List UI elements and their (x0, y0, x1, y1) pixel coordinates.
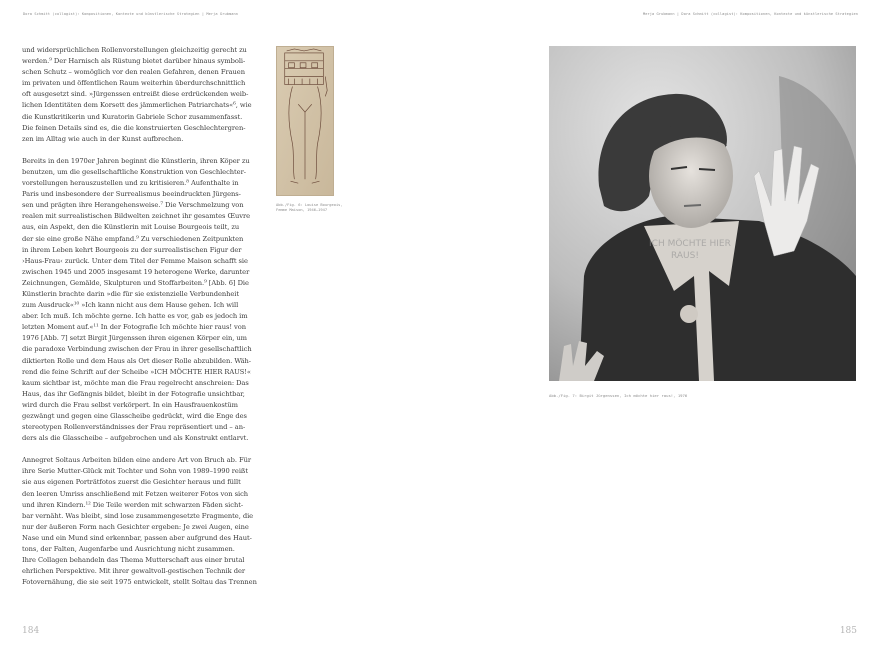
text-line: letzten Moment auf.«¹¹ In der Fotografie Ich möchte hier raus! von (22, 323, 247, 332)
text-line: zum Ausdruck«¹⁰ »Ich kann nicht aus dem Hause gehen. Ich will (22, 301, 239, 310)
text-line: ders als die Glasscheibe – aufgebrochen und als Konstrukt entlarvt. (22, 434, 249, 443)
text-line: Fotovernähung, die sie seit 1975 entwickelt, stellt Soltau das Trennen (22, 578, 257, 587)
text-line: rend die feine Schrift auf der Scheibe »ICH MÖCHTE HIER RAUS!« (22, 367, 251, 376)
text-line: Die feinen Details sind es, die die konstruierten Geschlechtergren- (22, 123, 246, 132)
text-line: im privaten und öffentlichen Raum weiterhin überdurchschnittlich (22, 79, 246, 88)
text-line: sen und prägten ihre Herangehensweise.⁷ Die Verschmelzung von (22, 201, 244, 210)
text-line: und widersprüchlichen Rollenvorstellungen gleichzeitig gerecht zu (22, 46, 247, 54)
text-line: schen Schutz – womöglich vor den realen Gefahren, denen Frauen (22, 68, 245, 77)
glass-text-line-1: ICH MÖCHTE HIER (649, 239, 731, 249)
photograph-icon (549, 46, 856, 381)
text-line: wird durch die Frau selbst verkörpert. In ein Hausfrauenkostüm (22, 400, 238, 409)
text-line: aber. Ich muß. Ich möchte gerne. Ich hatte es vor, gab es jedoch im (22, 312, 248, 321)
text-line: zen im Alltag wie auch in der Kunst aufbrechen. (22, 134, 184, 143)
text-line: in ihrem Leben kehrt Bourgeois zu der surrealistischen Figur der (22, 245, 242, 254)
text-line: stereotypen Rollenverständnisses der Frau repräsentiert und – an- (22, 423, 246, 432)
text-line: zwischen 1945 und 2005 insgesamt 19 heterogene Werke, darunter (22, 267, 250, 276)
text-line: und ihren Kindern.¹² Die Teile werden mit schwarzen Fäden sicht- (22, 500, 244, 509)
figure-6-caption-line-1: Abb./Fig. 6: Louise Bourgeois, (276, 203, 343, 207)
text-line: Bereits in den 1970er Jahren beginnt die Künstlerin, ihren Köper zu (22, 156, 250, 165)
running-head-left: Dora Schmitt (collagist): Kompositionen, Kontexte und künstlerische Strategien | Merja Grubmann (23, 12, 239, 16)
text-line: oft ausgesetzt sind. »Jürgenssen entreißt diese erdrückenden weib- (22, 90, 249, 99)
text-line: vorstellungen herauszustellen und zu kritisieren.⁸ Aufenthalte in (22, 179, 239, 188)
text-line: 1976 [Abb. 7] setzt Birgit Jürgenssen ihren eigenen Körper ein, um (22, 334, 247, 343)
text-line: aus, ein Aspekt, den die Künstlerin mit Louise Bourgeois teilt, zu (22, 223, 240, 232)
text-line: diktierten Rolle und dem Haus als Ort dieser Rolle abzubilden. Wäh- (22, 356, 252, 365)
page-number-left: 184 (22, 626, 40, 636)
running-head-right: Merja Grubmann | Dora Schmitt (collagist): Kompositionen, Kontexte und künstlerische Strategien (642, 12, 858, 16)
drawing-thumbnail-icon (277, 47, 333, 195)
paragraph-1 (22, 45, 270, 145)
text-line: den leeren Umriss anschließend mit Fetzen weiterer Fotos von sich (22, 489, 249, 498)
body-text-column (22, 45, 270, 588)
text-line: Künstlerin brachte darin »die für sie existenzielle Verbundenheit (22, 289, 240, 298)
figure-6-image (276, 46, 334, 196)
paragraph-3 (22, 455, 270, 588)
figure-6-caption-line-2: Femme Maison, 1946–1947 (276, 208, 328, 212)
text-line: nur der äußeren Form nach Gesichter ergeben: Je zwei Augen, eine (22, 522, 249, 531)
text-line: kaum sichtbar ist, möchte man die Frau regelrecht anschreien: Das (22, 378, 249, 387)
text-line: Paris und insbesondere der Surrealismus beeindruckten Jürgens- (22, 190, 241, 199)
page-number-right: 185 (839, 626, 857, 636)
text-line: werden.⁹ Der Harnisch als Rüstung bietet darüber hinaus symboli- (22, 57, 246, 66)
paragraph-2 (22, 156, 270, 444)
glass-text-line-2: RAUS! (671, 251, 699, 261)
text-line: ihre Serie Mutter-Glück mit Tochter und Sohn von 1989–1990 reißt (22, 467, 248, 476)
text-line: bar vernäht. Was bleibt, sind lose zusammengesetzte Fragmente, die (22, 511, 254, 520)
text-line: sie aus eigenen Porträtfotos zuerst die Gesichter heraus und füllt (22, 478, 241, 487)
text-line: die paradoxe Verbindung zwischen der Frau in ihrer gesellschaftlich (22, 345, 252, 354)
figure-7-caption: Abb./Fig. 7: Birgit Jürgenssen, Ich möchte hier raus!, 1976 (549, 393, 688, 398)
text-line: Ihre Collagen behandeln das Thema Mutterschaft aus einer brutal (22, 556, 245, 565)
text-line: der sie eine große Nähe empfand.⁹ Zu verschiedenen Zeitpunkten (22, 234, 244, 243)
figure-6-caption (276, 203, 376, 213)
text-line: tons, der Falten, Augenfarbe und Ausrichtung nicht zusammen. (22, 545, 235, 554)
text-line: Haus, das ihr Gefängnis bildet, bleibt in der Fotografie unsichtbar, (22, 389, 245, 398)
text-line: lichen Identitäten dem Korsett des jämmerlichen Patriarchats«⁶, wie (22, 101, 252, 110)
text-line: ›Haus-Frau‹ zurück. Unter dem Titel der Femme Maison schafft sie (22, 256, 248, 265)
text-line: gezwängt und gegen eine Glasscheibe gedrückt, wird die Enge des (22, 412, 247, 420)
text-line: benutzen, um die gesellschaftliche Konstruktion von Geschlechter- (22, 167, 246, 176)
text-line: Annegret Soltaus Arbeiten bilden eine andere Art von Bruch ab. Für (22, 456, 251, 465)
text-line: realen mit surrealistischen Bildwelten zeichnet ihr gesamtes Œuvre (22, 212, 251, 221)
figure-7-photo (549, 46, 856, 381)
text-line: ehrlichen Perspektive. Mit ihrer gewaltvoll-gestischen Technik der (22, 567, 245, 576)
text-line: Zeichnungen, Gemälde, Skulpturen und Stoffarbeiten.⁹ [Abb. 6] Die (22, 278, 249, 287)
text-line: die Kunstkritikerin und Kuratorin Gabriele Schor zusammenfasst. (22, 112, 243, 121)
text-line: Nase und ein Mund sind erkennbar, passen aber aufgrund des Haut- (22, 533, 252, 542)
